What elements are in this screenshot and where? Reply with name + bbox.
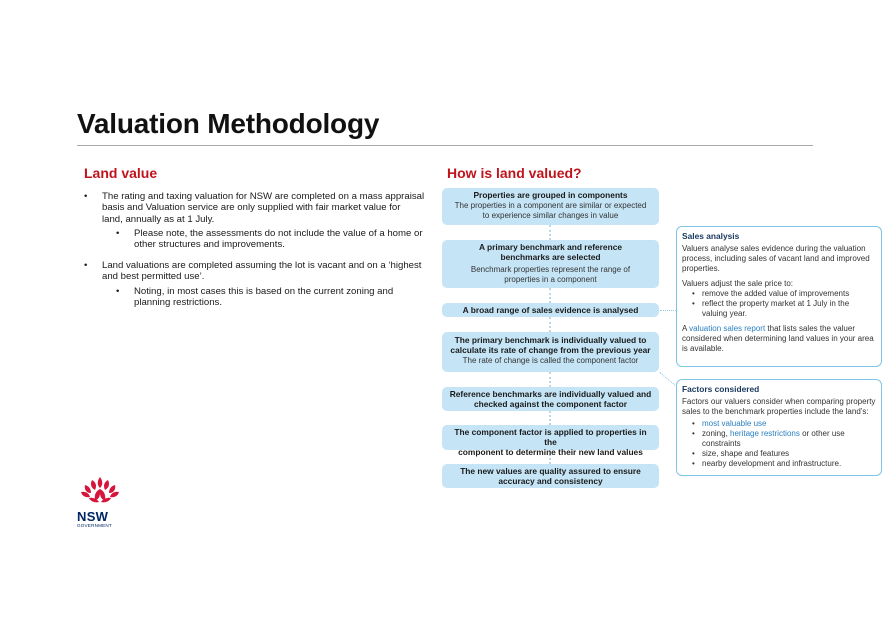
flow-step-group-components: Properties are grouped in components The properties in a component are similar or expected to experience similar changes in value	[442, 188, 659, 225]
title-divider	[77, 145, 813, 146]
flow-step-apply-component-factor: The component factor is applied to properties in the component to determine their new land values	[442, 425, 659, 450]
flow-connector	[549, 372, 551, 387]
logo-nsw-text: NSW	[77, 509, 109, 524]
logo-government-text: GOVERNMENT	[77, 523, 112, 528]
factors-considered-box: Factors considered Factors our valuers consider when comparing property sales to the benchmark properties include the land’s: • most valuable use • zoning, heritage restrictions or other use constraints • size, shape and features • nearby development and infrastructure.	[676, 379, 882, 476]
waratah-icon	[77, 475, 123, 505]
nsw-government-logo	[77, 475, 123, 527]
most-valuable-use-link[interactable]: most valuable use	[702, 419, 767, 428]
sales-analysis-title: Sales analysis	[682, 231, 740, 241]
page-title: Valuation Methodology	[77, 108, 380, 139]
flow-step-quality-assurance: The new values are quality assured to ensure accuracy and consistency	[442, 464, 659, 488]
list-item: • size, shape and features	[692, 449, 790, 458]
list-item: • nearby development and infrastructure.	[692, 459, 842, 468]
bullet-icon: •	[84, 260, 88, 271]
sales-analysis-intro: Valuers analyse sales evidence during the valuation process, including sales of vacant land and improved properties.	[682, 244, 870, 273]
bullet-icon: •	[116, 286, 120, 297]
flow-connector	[549, 225, 551, 240]
flow-step-analyse-sales: A broad range of sales evidence is analysed	[442, 303, 659, 317]
list-item: • most valuable use	[692, 419, 767, 428]
sales-box-connector	[660, 310, 676, 311]
flow-step-value-primary-benchmark: The primary benchmark is individually valued to calculate its rate of change from the previous year The rate of change is called the component factor	[442, 332, 659, 372]
flow-connector	[549, 288, 551, 303]
flow-connector	[549, 411, 551, 425]
list-item: • remove the added value of improvements	[692, 289, 850, 298]
flow-step-select-benchmarks: A primary benchmark and reference benchmarks are selected Benchmark properties represent the range of properties in a component	[442, 240, 659, 288]
factors-considered-title: Factors considered	[682, 384, 760, 394]
factors-box-connector	[659, 372, 675, 386]
bullet-icon: •	[116, 228, 120, 239]
bullet-icon: •	[84, 191, 88, 202]
valuation-sales-report-link[interactable]: valuation sales report	[689, 324, 766, 333]
factors-list	[682, 419, 876, 469]
flow-connector	[549, 317, 551, 332]
how-land-valued-heading: How is land valued?	[447, 165, 582, 181]
list-item: • zoning, heritage restrictions or other use constraints	[692, 429, 845, 448]
list-item: • reflect the property market at 1 July in the valuing year.	[692, 299, 850, 318]
sales-analysis-box: Sales analysis Valuers analyse sales evidence during the valuation process, including sales of vacant land and improved properties. Valuers adjust the sale price to: • remove the added value of improvements • reflect the property market at 1 July in the valuing year. A valuation sales report that lists sales the valuer considered when determining land values in your area is available.	[676, 226, 882, 367]
sales-adjustments-list	[682, 289, 876, 319]
heritage-restrictions-link[interactable]: heritage restrictions	[730, 429, 800, 438]
sales-report-note: A valuation sales report that lists sales the valuer considered when determining land values in your area is available.	[682, 324, 874, 353]
land-value-heading: Land value	[84, 165, 158, 181]
flow-step-check-reference-benchmarks: Reference benchmarks are individually valued and checked against the component factor	[442, 387, 659, 411]
